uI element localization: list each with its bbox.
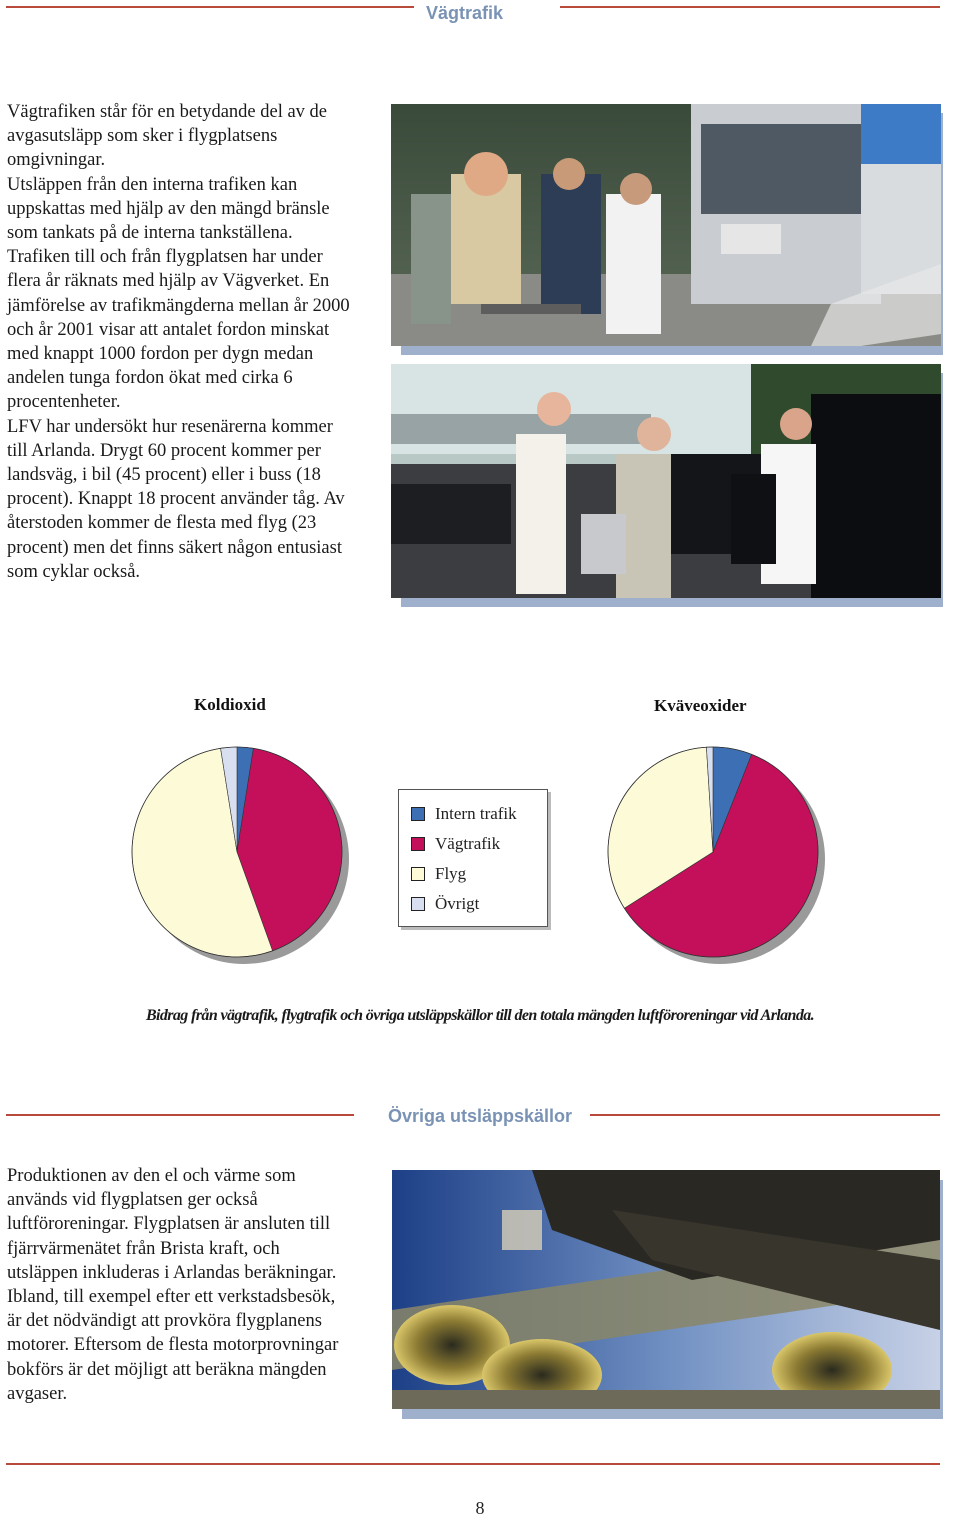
intro-paragraph: LFV har undersökt hur resenärerna kommer till Arlanda. Drygt 60 procent kommer per landsväg, i bil (45 procent) eller i buss (18 procent). Knappt 18 procent använder tåg. Av återstoden kommer de flesta med flyg (23 procent) men det finns säkert någon entusiast som cyklar också. <box>7 416 345 582</box>
photo-aircraft-engines <box>392 1170 940 1409</box>
legend-swatch <box>411 867 425 881</box>
legend-label: Intern trafik <box>435 804 517 823</box>
chart-title-koldioxid: Koldioxid <box>194 695 266 714</box>
pie-chart-kvaveoxider <box>596 741 846 981</box>
section2-text <box>7 1164 352 1406</box>
intro-paragraph: Vägtrafiken står för en betydande del av de avgasutsläpp som sker i flygplatsens omgivningar. <box>7 102 328 171</box>
legend-label: Övrigt <box>435 894 480 913</box>
chart-legend <box>398 789 548 927</box>
legend-swatch <box>411 897 425 911</box>
photo-bus-travellers <box>391 104 941 346</box>
page-number: 8 <box>475 1498 485 1518</box>
legend-swatch <box>411 807 425 821</box>
header-rule-left <box>6 6 414 8</box>
header-rule-right <box>560 6 940 8</box>
chart-title-kvaveoxider: Kväveoxider <box>654 696 747 715</box>
intro-paragraph: Utsläppen från den interna trafiken kan uppskattas med hjälp av den mängd bränsle som tankats på de interna tankställena. <box>7 174 330 244</box>
pie-chart-koldioxid <box>120 741 370 981</box>
photo-car-travellers <box>391 364 941 598</box>
intro-text <box>7 100 352 584</box>
footer-rule <box>6 1463 940 1465</box>
legend-item-vagtrafik <box>411 833 500 855</box>
legend-label: Vägtrafik <box>435 834 501 853</box>
section-rule-right <box>590 1114 940 1116</box>
chart-caption: Bidrag från vägtrafik, flygtrafik och övriga utsläppskällor till den totala mängden luftföroreningar vid Arlanda. <box>145 1007 815 1024</box>
intro-paragraph: Trafiken till och från flygplatsen har under flera år räknats med hjälp av Vägverket. En jämförelse av trafikmängderna mellan år 2000 och år 2001 visar att antalet fordon minskat med knappt 1000 fordon per dygn medan andelen tunga fordon ökat med cirka 6 procentenheter. <box>7 247 350 413</box>
legend-item-ovrigt <box>411 893 479 915</box>
legend-item-intern-trafik <box>411 803 517 825</box>
section2-paragraph: Ibland, till exempel efter ett verkstadsbesök, är det nödvändigt att provköra flygplanens motorer. Eftersom de flesta motorprovningar bokförs är det möjligt att beräkna mängden avgaser. <box>7 1287 339 1404</box>
legend-label: Flyg <box>435 864 467 883</box>
legend-item-flyg <box>411 863 466 885</box>
section-title-ovriga: Övriga utsläppskällor <box>387 1106 573 1126</box>
legend-swatch <box>411 837 425 851</box>
section-header-title: Vägtrafik <box>426 3 504 23</box>
section2-paragraph: Produktionen av den el och värme som används vid flygplatsen ger också luftföroreningar. Flygplatsen är ansluten till fjärrvärmenätet från Brista kraft, och utsläppen inkluderas i Arlandas beräkningar. <box>7 1166 337 1283</box>
